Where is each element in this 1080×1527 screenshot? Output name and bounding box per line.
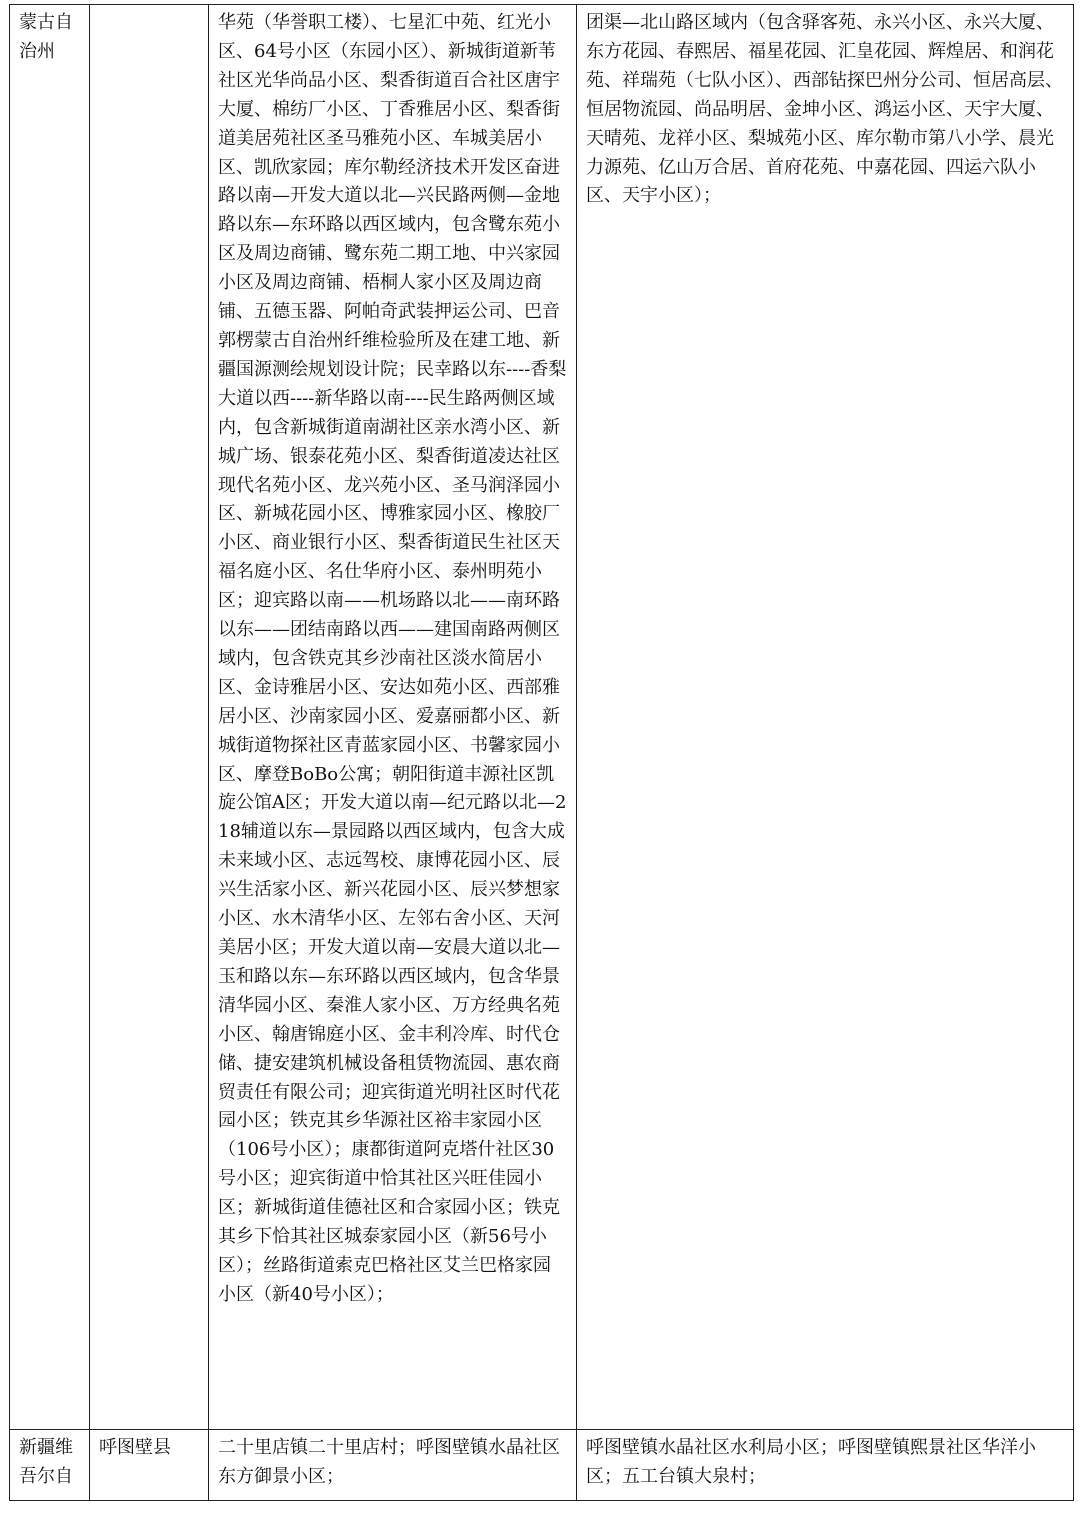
medium-risk-area-cell: 呼图壁镇水晶社区水利局小区；呼图壁镇熙景社区华洋小区；五工台镇大泉村； bbox=[577, 1430, 1074, 1501]
high-risk-area-cell: 华苑（华誉职工楼）、七星汇中苑、红光小区、64号小区（东园小区）、新城街道新苇社区光华尚品小区、梨香街道百合社区唐宇大厦、棉纺厂小区、丁香雅居小区、梨香街道美居苑社区圣马雅苑小区、车城美居小区、凯欣家园；库尔勒经济技术开发区奋进路以南—开发大道以北—兴民路两侧—金地路以东—东环路以西区域内，包含鹭东苑小区及周边商铺、鹭东苑二期工地、中兴家园小区及周边商铺、梧桐人家小区及周边商铺、五德玉器、阿帕奇武装押运公司、巴音郭楞蒙古自治州纤维检验所及在建工地、新疆国源测绘规划设计院；民幸路以东----香梨大道以西----新华路以南----民生路两侧区域内，包含新城街道南湖社区亲水湾小区、新城广场、银泰花苑小区、梨香街道凌达社区现代名苑小区、龙兴苑小区、圣马润泽园小区、新城花园小区、博雅家园小区、橡胶厂小区、商业银行小区、梨香街道民生社区天福名庭小区、名仕华府小区、泰州明苑小区；迎宾路以南——机场路以北——南环路以东——团结南路以西——建国南路两侧区域内，包含铁克其乡沙南社区淡水简居小区、金诗雅居小区、安达如苑小区、西部雅居小区、沙南家园小区、爱嘉丽都小区、新城街道物探社区青蓝家园小区、书馨家园小区、摩登BoBo公寓；朝阳街道丰源社区凯旋公馆A区；开发大道以南—纪元路以北—218辅道以东—景园路以西区域内，包含大成未来域小区、志远驾校、康博花园小区、辰兴生活家小区、新兴花园小区、辰兴梦想家小区、水木清华小区、左邻右舍小区、天河美居小区；开发大道以南—安晨大道以北—玉和路以东—东环路以西区域内，包含华景清华园小区、秦淮人家小区、万方经典名苑小区、翰唐锦庭小区、金丰利冷库、时代仓储、捷安建筑机械设备租赁物流园、惠农商贸责任有限公司；迎宾街道光明社区时代花园小区；铁克其乡华源社区裕丰家园小区（106号小区）；康都街道阿克塔什社区30号小区；迎宾街道中恰其社区兴旺佳园小区；新城街道佳德社区和合家园小区；铁克其乡下恰其社区城泰家园小区（新56号小区）；丝路街道索克巴格社区艾兰巴格家园小区（新40号小区）； bbox=[209, 5, 577, 1430]
area-table bbox=[9, 4, 1074, 1501]
county-cell: 呼图壁县 bbox=[90, 1430, 209, 1501]
prefecture-cell: 蒙古自治州 bbox=[10, 5, 90, 1430]
table-row bbox=[10, 5, 1074, 1430]
county-cell bbox=[90, 5, 209, 1430]
table-row bbox=[10, 1430, 1074, 1501]
prefecture-cell: 新疆维吾尔自 bbox=[10, 1430, 90, 1501]
high-risk-area-cell: 二十里店镇二十里店村；呼图壁镇水晶社区东方御景小区； bbox=[209, 1430, 577, 1501]
medium-risk-area-cell: 团渠—北山路区域内（包含驿客苑、永兴小区、永兴大厦、东方花园、春熙居、福星花园、汇皇花园、辉煌居、和润花苑、祥瑞苑（七队小区）、西部钻探巴州分公司、恒居高层、恒居物流园、尚品明居、金坤小区、鸿运小区、天宇大厦、天晴苑、龙祥小区、梨城苑小区、库尔勒市第八小学、晨光力源苑、亿山万合居、首府花苑、中嘉花园、四运六队小区、天宇小区）； bbox=[577, 5, 1074, 1430]
